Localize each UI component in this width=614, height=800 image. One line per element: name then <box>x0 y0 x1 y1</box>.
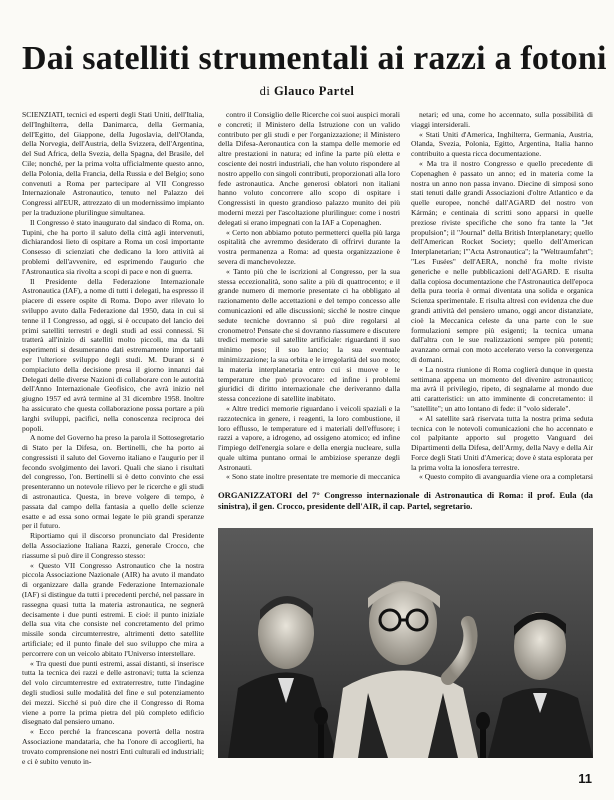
photo-caption <box>218 490 593 512</box>
photo-illustration <box>218 528 593 758</box>
paragraph: « Tanto più che le iscrizioni al Congresso, per la sua stessa eccezionalità, sono salite a più di quattrocento; e il grande numero di memorie presentate ci ha obbligato al razionamento delle accettazioni e del tempo concesso alle comunicazioni ed alle discussioni; sicché le nostre cinque sedute tecniche dovranno sì può dire regolarsi al cronometro! Pensate che si dovranno riassumere e discutere tredici memorie sul satellite artificiale: riguardanti il suo minimo peso; il suo lancio; la sua eventuale minimizzazione; la sua orbita e le irregolarità del suo moto; la materia interplanetaria entro cui si muove e le temperature che può provocare: ed infine i problemi giuridici di diritto internazionale che deriveranno dalla stessa concezione di satellite inabitato. <box>218 266 400 404</box>
paragraph: « Stati Uniti d'America, Inghilterra, Germania, Austria, Olanda, Svezia, Polonia, Egitto, Argentina, Italia hanno contribuito a questa ricca documentazione. <box>411 129 593 159</box>
paragraph: SCIENZIATI, tecnici ed esperti degli Stati Uniti, dell'Italia, dell'Inghilterra, della Danimarca, della Germania, dell'Egitto, del Giappone, della Jugoslavia, dell'Olanda, della Norvegia, dell'Austria, della Svizzera, dell'Argentina, del Sud Africa, della Svezia, della Spagna, del Brasile, del Cile; nonché, per la prima volta ufficialmente questo anno, della Polonia, della Francia, della Russia e del Belgio; sono convenuti a Roma per partecipare al VII Congresso Internazionale Astronautico, tenuto nel Palazzo dei Congressi all'EUR, attrezzato di un modernissimo impianto per la traduzione plurilingue simultanea. <box>22 110 204 217</box>
caption-rest: il prof. Eula (da sinistra), il gen. Crocco, presidente dell'AIR, il cap. Partel, segretario. <box>218 490 593 511</box>
page-number: 11 <box>578 771 592 786</box>
byline-author: Glauco Partel <box>273 84 355 98</box>
paragraph: « La nostra riunione di Roma coglierà dunque in questa settimana appena un momento del divenire astronautico; ma avrà il privilegio, ripeto, di segnalarne al mondo due atti caratteristici: un atto imminente di concretamento: il "satellite"; un atto lontano di fede: il "volo siderale". <box>411 364 593 413</box>
paragraph: Riportiamo qui il discorso pronunciato dal Presidente della Associazione Italiana Razzi, generale Crocco, che riassume sì può dire il Congresso stesso: <box>22 531 204 560</box>
text-column-2 <box>218 110 400 482</box>
paragraph: netari; ed una, come ho accennato, sulla possibilità di viaggi intersiderali. <box>411 110 593 129</box>
paragraph: « Ma tra il nostro Congresso e quello precedente di Copenaghen è passato un anno; ed in materia come la nostra un anno non passa invano. Diecine di simposi sono stati tenuti dalle grandi Associazioni d'oltre Atlantico e da quelle europee, nonché dall'AGARD del nostro von Kármán; e centinaia di scritti sono apparsi in quelle preziose riviste specifiche che sono fra tante la "Jet propulsion"; il "Journal" della British Interplanetary; quello dell'American Rocket Society; quello dell'American Interplanetarian; l'"Acta Astronautica"; la "Weltraumfahrt"; "Les Fusées" dell'AERA, nonché fra molte riviste generiche e nelle pubblicazioni dell'AGARD. E risulta dalla copiosa documentazione che l'Astronautica dell'epoca della pura teoria è ormai diventata una solida e organica Scienza sperimentale. E risulta altresì con evidenza che due grandi attività del pensiero umano, oggi ancor distanziate, cioè la Meccanica celeste da una parte con le sue formulazioni sempre più esigenti; la tecnica umana dall'altra con le sue realizzazioni sempre più potenti; avanzano ormai con moto accelerato verso la convergenza di domani. <box>411 158 593 364</box>
text-column-1 <box>22 110 204 776</box>
paragraph: « Altre tredici memorie riguardano i veicoli spaziali e la razzotecnica in genere, i reagenti, la loro combustione, il loro efflusso, le temperature ed i materiali dell'effusore; i razzi a vapore, a idrogeno, ad ossigeno atomico; ed infine l'impiego dell'energia solare e della energia nucleare, sulla quale ultima puntano ormai le ambiziose speranze degli Astronauti. <box>218 403 400 472</box>
paragraph: « Tra questi due punti estremi, assai distanti, si inserisce tutta la tecnica dei razzi e delle astronavi; tutta la scienza del volo circumterrestre ed extraterrestre, tutte l'indagine degli studiosi sulle modalità del fine e sul potenziamento dei mezzi. Sicché si può dire che il Congresso di Roma viene a porre la prima pietra del più completo edificio disegnato dal pensiero umano. <box>22 658 204 727</box>
paragraph: « Questo compito di avanguardia viene ora a completarsi <box>419 472 593 482</box>
paragraph: Il Congresso è stato inaugurato dal sindaco di Roma, on. Tupini, che ha porto il saluto della città agli intervenuti, dichiarandosi lieto di ospitare a Roma un così importante Consesso di scienziati che dedicano la loro attività ai problemi dell'avvenire, ed esprimendo l'augurio che l'Astronautica sia rivolta a scopi di pace e non di guerra. <box>22 217 204 276</box>
paragraph: « Sono state inoltre presentate tre memorie di meccanica <box>226 472 400 482</box>
paragraph: « Ecco perché la francescana povertà della nostra Associazione mandataria, che ha l'onore di accoglierti, ha trovato comprensione nei nostri Enti culturali ed industriali; e ci è subito venuto in- <box>22 727 204 766</box>
caption-lead: ORGANIZZATORI del 7° Congresso internazionale di Astronautica di Roma: <box>218 490 524 500</box>
paragraph: A nome del Governo ha preso la parola il Sottosegretario di Stato per la Difesa, on. Bertinelli, che ha porto ai congressisti il saluto del Governo italiano e l'augurio per il fecondo svolgimento dei lavori. Quali che siano i risultati del congresso, l'on. Bertinelli si è detto convinto che essi presenteranno un notevole rilievo per le ricerche e gli studi di astronautica. Questa, in breve volgere di tempo, è passata dal campo della fantasia a quello delle scienze esatte e ad essa sono ormai legate le più grandi speranze per il futuro. <box>22 433 204 531</box>
byline <box>0 84 614 99</box>
organizers-photo <box>218 528 593 758</box>
paragraph: « Al satellite sarà riservata tutta la nostra prima seduta tecnica con le notevoli comunicazioni che ho accennato e col palpitante apporto sul progetto Vanguard dei Dipartimenti della Difesa, dell'Army, della Navy e della Air Force degli Stati Uniti d'America; dove è stata esplorata per la prima volta la ionosfera terrestre. <box>411 413 593 472</box>
paragraph: « Certo non abbiamo potuto permetterci quella più larga ospitalità che avremmo desiderato di offrirvi durante la vostra permanenza a Roma: ad questa organizzazione è severa di manchevolezze. <box>218 227 400 266</box>
byline-prefix: di <box>259 84 271 98</box>
text-column-3 <box>411 110 593 482</box>
paragraph: « Questo VII Congresso Astronautico che la nostra piccola Associazione Nazionale (AIR) ha avuto il mandato di organizzare dalla grande Federazione Internazionale (IAF) si distingue da tutti i precedenti perché, nel passare in rassegna quasi tutta la materia astronautica, ne segnerà decisamente i due punti estremi. E cioè: il punto iniziale della sua vita che consiste nel concretamento del primo missile sonda circumterrestre, altrimenti detto satellite artificiale; ed il punto finale del suo sviluppo che mira a percorrere con un veicolo abitato l'Universo interstellare. <box>22 560 204 658</box>
paragraph: Il Presidente della Federazione Internazionale Astronautica (IAF), a nome di tutti i delegati, ha espresso il piacere di essere ospite di Roma. Dopo aver rilevato lo sviluppo avuto dalla Federazione dal 1950, data in cui si tenne il I Congresso, ad oggi, si è occupato del lancio dei primi satelliti terrestri e degli studi ad essi connessi. Si tratterà all'inizio di satelliti molto piccoli, ma da tali esperimenti si desumeranno dati estremamente importanti per l'ulteriore sviluppo degli studi. M. Durant si è compiaciuto della decisione presa il giorno innanzi dai Delegati delle diverse Nazioni di collaborare con le autorità dell'Anno Internazionale Geofisico, che avrà inizio nel giugno 1957 ed avrà termine al 31 dicembre 1958. Inoltre ha assicurato che questa collaborazione possa portare a più larghi sviluppi, pacifici, nella conoscenza reciproca dei popoli. <box>22 276 204 433</box>
paragraph: contro il Consiglio delle Ricerche coi suoi auspici morali e concreti; il Ministero della Istruzione con un valido contributo per gli studi e per l'organizzazione; il Ministero della Difesa-Aeronautica con la stampa delle memorie ed altre prestazioni in natura; ed infine la parte più eletta e cosciente dei nostri industriali, che han voluto rispondere al nostro appello con singoli contributi, proporzionati alla loro fede astronautica. Anche generosi oblatori non italiani hanno voluto concorrere allo scopo di ospitare i Congressisti in questo grandioso palazzo munito dei più moderni mezzi per l'ascoltazione plurilingue: come i nostri delegati si erano impegnati con la IAF a Copenaghen. <box>218 110 400 227</box>
article-title: Dai satelliti strumentali ai razzi a fotoni <box>22 40 607 77</box>
